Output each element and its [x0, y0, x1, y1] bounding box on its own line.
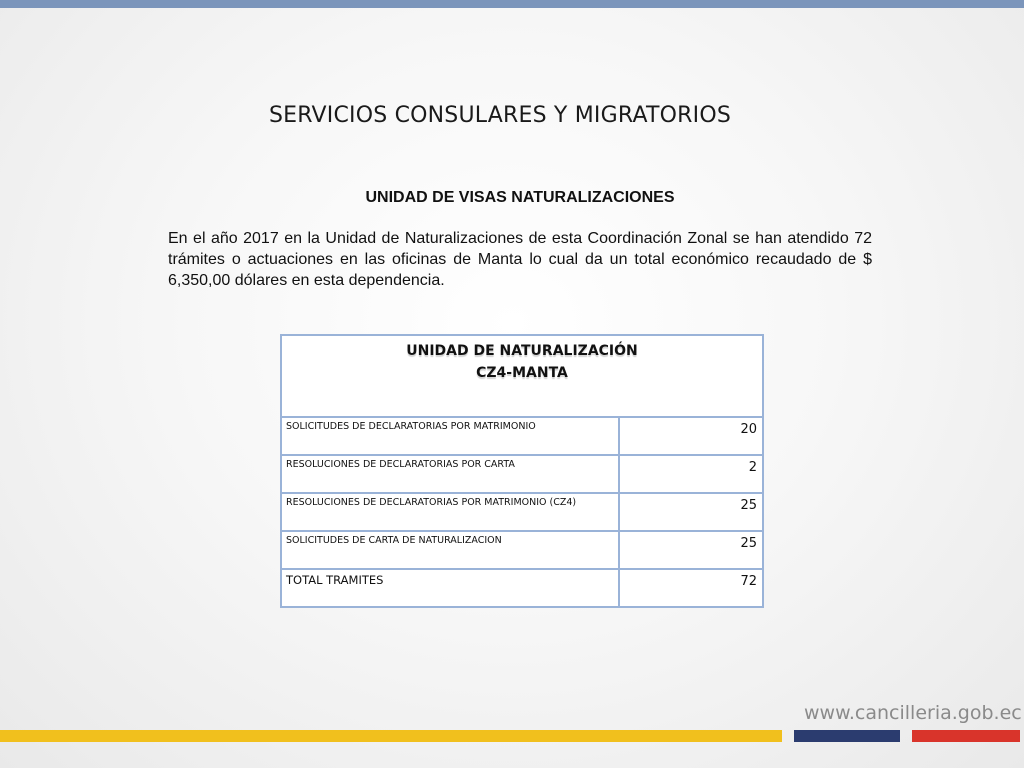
- naturalization-table: [280, 334, 764, 608]
- total-label: TOTAL TRAMITES: [281, 569, 619, 607]
- section-heading: UNIDAD DE VISAS NATURALIZACIONES: [365, 189, 675, 206]
- table-row: [281, 493, 763, 531]
- row-label: RESOLUCIONES DE DECLARATORIAS POR MATRIMONIO (CZ4): [281, 493, 619, 531]
- row-label: SOLICITUDES DE DECLARATORIAS POR MATRIMONIO: [281, 417, 619, 455]
- table-header-row: [281, 335, 763, 417]
- footer-stripe-blue: [794, 730, 900, 742]
- table-row: [281, 531, 763, 569]
- footer-stripe-red: [912, 730, 1020, 742]
- slide-title: SERVICIOS CONSULARES Y MIGRATORIOS: [268, 103, 732, 128]
- table-row: [281, 417, 763, 455]
- website-url: www.cancilleria.gob.ec: [804, 702, 1022, 724]
- top-accent-bar: [0, 0, 1024, 8]
- footer-stripe-yellow: [0, 730, 782, 742]
- row-value: 2: [619, 455, 763, 493]
- table-header-subtitle: CZ4-MANTA: [476, 365, 568, 381]
- row-value: 25: [619, 531, 763, 569]
- table-row: [281, 455, 763, 493]
- row-label: SOLICITUDES DE CARTA DE NATURALIZACION: [281, 531, 619, 569]
- row-value: 25: [619, 493, 763, 531]
- summary-paragraph: En el año 2017 en la Unidad de Naturalizaciones de esta Coordinación Zonal se han atendido 72 trámites o actuaciones en las oficinas de Manta lo cual da un total económico recaudado de $ 6,350,00 dólares en esta dependencia.: [168, 230, 872, 289]
- table-header-title: UNIDAD DE NATURALIZACIÓN: [406, 343, 638, 359]
- total-value: 72: [619, 569, 763, 607]
- table-total-row: [281, 569, 763, 607]
- row-label: RESOLUCIONES DE DECLARATORIAS POR CARTA: [281, 455, 619, 493]
- table-header-cell: [281, 335, 763, 417]
- row-value: 20: [619, 417, 763, 455]
